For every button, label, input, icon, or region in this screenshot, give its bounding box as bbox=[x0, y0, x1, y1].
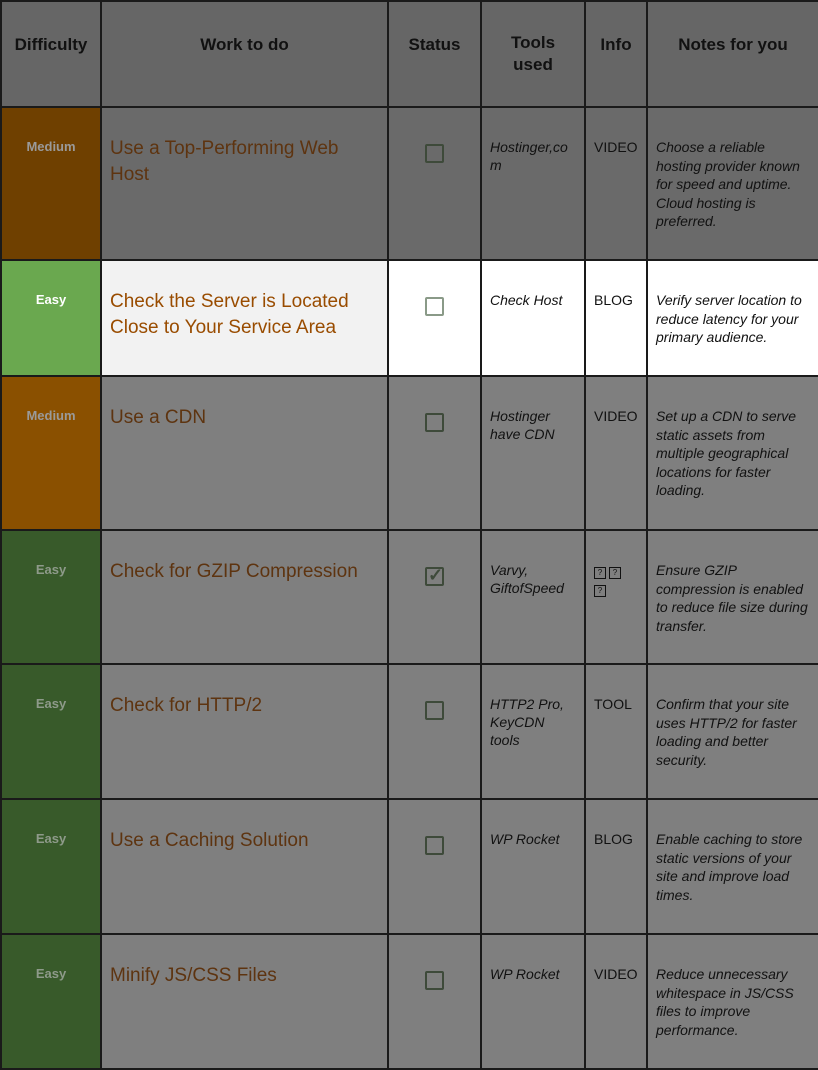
help-icon[interactable]: ? bbox=[609, 567, 621, 579]
status-cell bbox=[388, 934, 481, 1069]
header-info: Info bbox=[585, 1, 647, 107]
header-status: Status bbox=[388, 1, 481, 107]
table-row bbox=[1, 799, 818, 934]
difficulty-badge: Medium bbox=[1, 376, 101, 530]
status-checkbox[interactable] bbox=[425, 567, 444, 586]
work-item: Use a CDN bbox=[101, 376, 388, 530]
work-item: Check for HTTP/2 bbox=[101, 664, 388, 799]
status-checkbox[interactable] bbox=[425, 413, 444, 432]
header-difficulty: Difficulty bbox=[1, 1, 101, 107]
notes: Verify server location to reduce latency for your primary audience. bbox=[647, 260, 818, 376]
table-row bbox=[1, 934, 818, 1069]
notes: Reduce unnecessary whitespace in JS/CSS files to improve performance. bbox=[647, 934, 818, 1069]
difficulty-badge: Easy bbox=[1, 530, 101, 664]
header-work: Work to do bbox=[101, 1, 388, 107]
table-row bbox=[1, 260, 818, 376]
help-icon[interactable]: ? bbox=[594, 567, 606, 579]
info-link[interactable]: BLOG bbox=[585, 799, 647, 934]
status-checkbox[interactable] bbox=[425, 836, 444, 855]
difficulty-badge: Easy bbox=[1, 260, 101, 376]
notes: Set up a CDN to serve static assets from multiple geographical locations for faster loading. bbox=[647, 376, 818, 530]
status-cell bbox=[388, 799, 481, 934]
status-checkbox[interactable] bbox=[425, 971, 444, 990]
status-checkbox[interactable] bbox=[425, 297, 444, 316]
status-cell bbox=[388, 260, 481, 376]
table-row bbox=[1, 376, 818, 530]
status-cell bbox=[388, 376, 481, 530]
tools-used: WP Rocket bbox=[481, 934, 585, 1069]
info-link[interactable]: VIDEO bbox=[585, 107, 647, 260]
work-item: Check the Server is Located Close to Your Service Area bbox=[101, 260, 388, 376]
info-link[interactable]: TOOL bbox=[585, 664, 647, 799]
notes: Enable caching to store static versions of your site and improve load times. bbox=[647, 799, 818, 934]
notes: Confirm that your site uses HTTP/2 for faster loading and better security. bbox=[647, 664, 818, 799]
work-item: Minify JS/CSS Files bbox=[101, 934, 388, 1069]
difficulty-badge: Easy bbox=[1, 934, 101, 1069]
notes: Ensure GZIP compression is enabled to reduce file size during transfer. bbox=[647, 530, 818, 664]
status-checkbox[interactable] bbox=[425, 144, 444, 163]
table-row bbox=[1, 107, 818, 260]
status-cell bbox=[388, 664, 481, 799]
difficulty-badge: Easy bbox=[1, 664, 101, 799]
info-link[interactable]: BLOG bbox=[585, 260, 647, 376]
work-item: Check for GZIP Compression bbox=[101, 530, 388, 664]
info-link[interactable] bbox=[585, 530, 647, 664]
info-link[interactable]: VIDEO bbox=[585, 376, 647, 530]
tools-used: Varvy, GiftofSpeed bbox=[481, 530, 585, 664]
checkmark-icon: ✓ bbox=[428, 565, 444, 585]
tools-used: Hostinger,com bbox=[481, 107, 585, 260]
info-link[interactable]: VIDEO bbox=[585, 934, 647, 1069]
table-row bbox=[1, 664, 818, 799]
difficulty-badge: Easy bbox=[1, 799, 101, 934]
status-checkbox[interactable] bbox=[425, 701, 444, 720]
help-icon[interactable]: ? bbox=[594, 585, 606, 597]
table-row bbox=[1, 530, 818, 664]
status-cell bbox=[388, 107, 481, 260]
header-row bbox=[1, 1, 818, 107]
tools-used: HTTP2 Pro, KeyCDN tools bbox=[481, 664, 585, 799]
header-tools: Tools used bbox=[481, 1, 585, 107]
header-notes: Notes for you bbox=[647, 1, 818, 107]
tools-used: WP Rocket bbox=[481, 799, 585, 934]
notes: Choose a reliable hosting provider known for speed and uptime. Cloud hosting is preferred. bbox=[647, 107, 818, 260]
work-item: Use a Top-Performing Web Host bbox=[101, 107, 388, 260]
tools-used: Hostinger have CDN bbox=[481, 376, 585, 530]
tools-used: Check Host bbox=[481, 260, 585, 376]
difficulty-badge: Medium bbox=[1, 107, 101, 260]
work-item: Use a Caching Solution bbox=[101, 799, 388, 934]
status-cell bbox=[388, 530, 481, 664]
